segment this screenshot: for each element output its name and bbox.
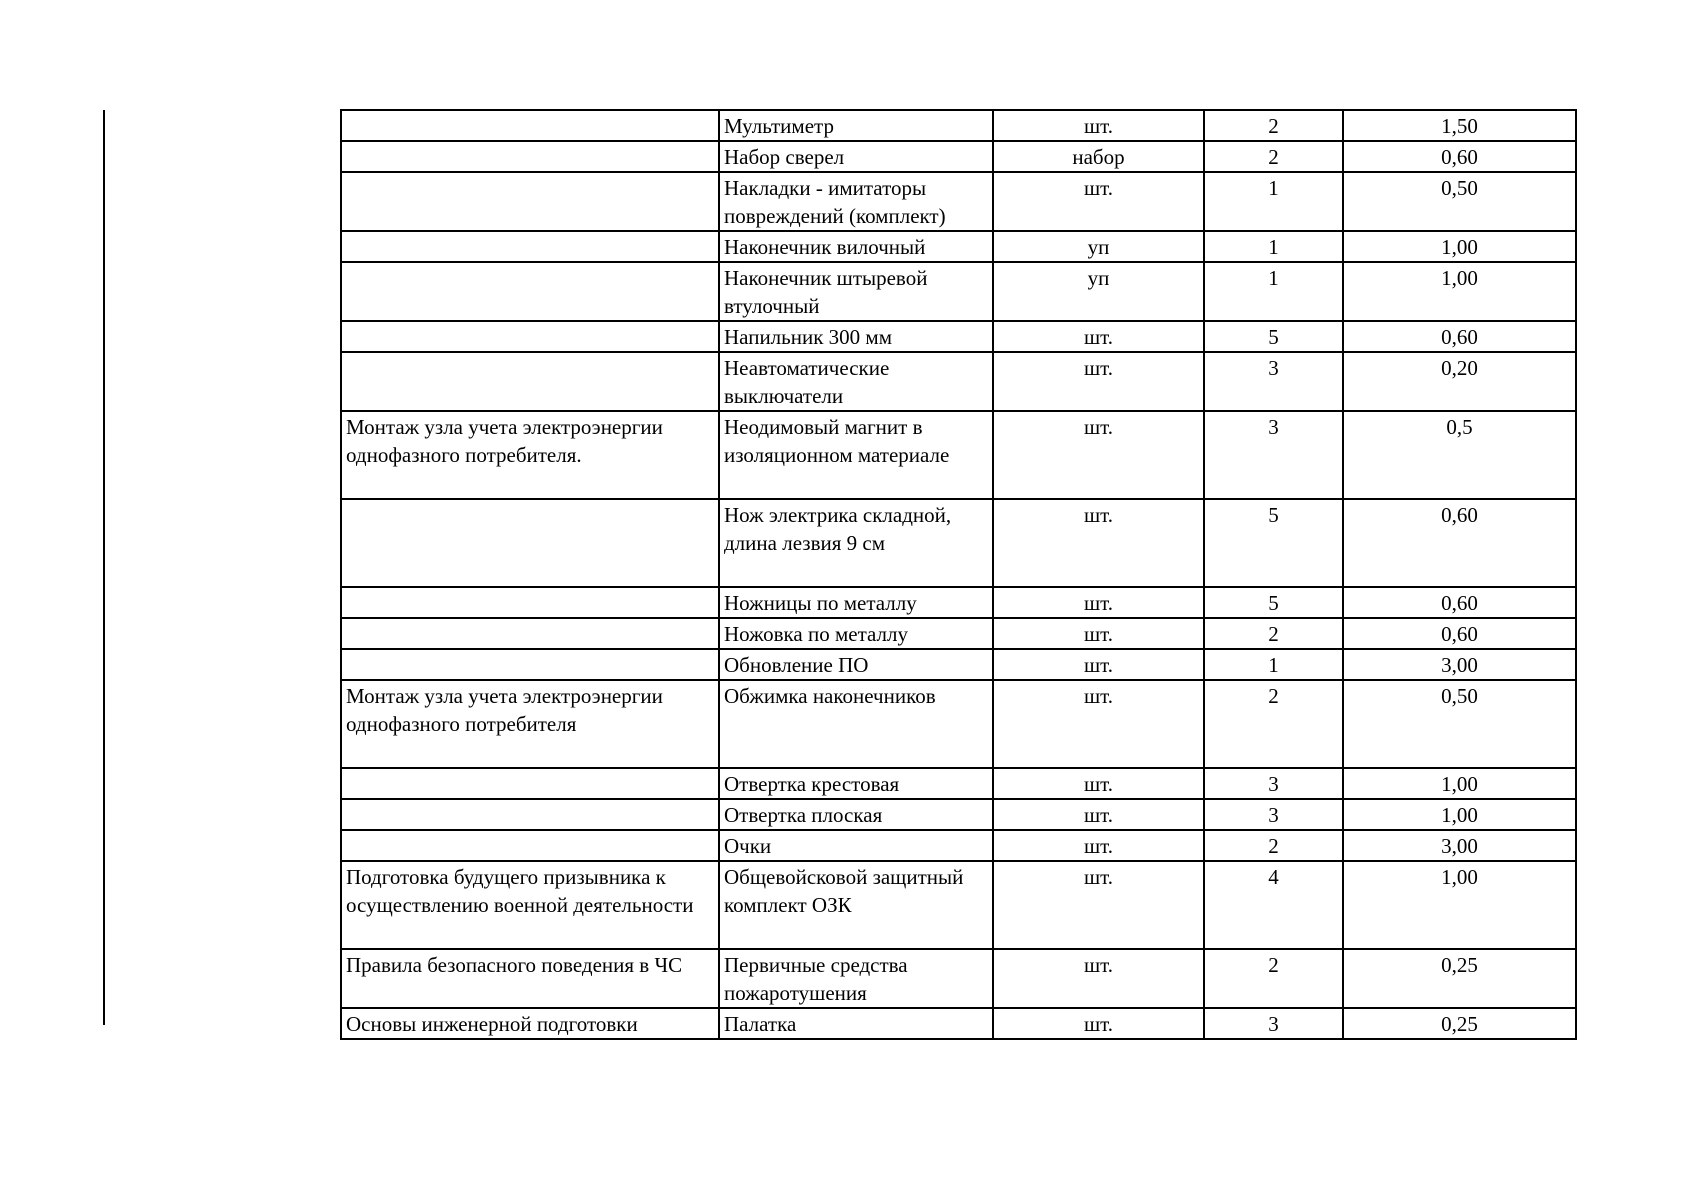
unit-cell: шт. xyxy=(993,352,1204,411)
activity-cell: Монтаж узла учета электроэнергии однофазного потребителя xyxy=(341,680,719,768)
unit-cell: уп xyxy=(993,262,1204,321)
item-name-cell: Очки xyxy=(719,830,993,861)
table-row xyxy=(341,649,1576,680)
item-name-cell: Неавтоматические выключатели xyxy=(719,352,993,411)
item-name-cell: Отвертка крестовая xyxy=(719,768,993,799)
activity-cell xyxy=(341,141,719,172)
unit-cell: шт. xyxy=(993,649,1204,680)
norm-cell: 1,00 xyxy=(1343,262,1576,321)
table-row xyxy=(341,499,1576,587)
item-name-cell: Общевойсковой защитный комплект ОЗК xyxy=(719,861,993,949)
unit-cell: шт. xyxy=(993,1008,1204,1039)
table-row xyxy=(341,768,1576,799)
unit-cell: шт. xyxy=(993,172,1204,231)
norm-cell: 0,50 xyxy=(1343,680,1576,768)
activity-cell xyxy=(341,587,719,618)
quantity-cell: 5 xyxy=(1204,499,1343,587)
quantity-cell: 3 xyxy=(1204,352,1343,411)
item-name-cell: Наконечник штыревой втулочный xyxy=(719,262,993,321)
quantity-cell: 1 xyxy=(1204,649,1343,680)
norm-cell: 0,60 xyxy=(1343,321,1576,352)
quantity-cell: 3 xyxy=(1204,411,1343,499)
table-row xyxy=(341,352,1576,411)
activity-cell xyxy=(341,110,719,141)
unit-cell: шт. xyxy=(993,799,1204,830)
item-name-cell: Отвертка плоская xyxy=(719,799,993,830)
quantity-cell: 2 xyxy=(1204,830,1343,861)
activity-cell xyxy=(341,352,719,411)
table-row xyxy=(341,1008,1576,1039)
item-name-cell: Мультиметр xyxy=(719,110,993,141)
equipment-table-body xyxy=(341,110,1576,1039)
quantity-cell: 1 xyxy=(1204,231,1343,262)
quantity-cell: 1 xyxy=(1204,172,1343,231)
activity-cell: Основы инженерной подготовки xyxy=(341,1008,719,1039)
norm-cell: 3,00 xyxy=(1343,649,1576,680)
item-name-cell: Ножовка по металлу xyxy=(719,618,993,649)
quantity-cell: 5 xyxy=(1204,321,1343,352)
equipment-table xyxy=(340,109,1577,1040)
table-row xyxy=(341,799,1576,830)
item-name-cell: Наконечник вилочный xyxy=(719,231,993,262)
table-row xyxy=(341,949,1576,1008)
item-name-cell: Палатка xyxy=(719,1008,993,1039)
norm-cell: 3,00 xyxy=(1343,830,1576,861)
norm-cell: 1,00 xyxy=(1343,231,1576,262)
table-row xyxy=(341,587,1576,618)
activity-cell xyxy=(341,231,719,262)
norm-cell: 0,50 xyxy=(1343,172,1576,231)
unit-cell: шт. xyxy=(993,830,1204,861)
unit-cell: шт. xyxy=(993,499,1204,587)
unit-cell: шт. xyxy=(993,321,1204,352)
norm-cell: 0,5 xyxy=(1343,411,1576,499)
norm-cell: 0,60 xyxy=(1343,141,1576,172)
table-row xyxy=(341,141,1576,172)
table-row xyxy=(341,262,1576,321)
unit-cell: шт. xyxy=(993,110,1204,141)
activity-cell xyxy=(341,321,719,352)
item-name-cell: Накладки - имитаторы повреждений (комплект) xyxy=(719,172,993,231)
unit-cell: шт. xyxy=(993,861,1204,949)
activity-cell xyxy=(341,799,719,830)
quantity-cell: 2 xyxy=(1204,110,1343,141)
activity-cell xyxy=(341,618,719,649)
unit-cell: шт. xyxy=(993,618,1204,649)
item-name-cell: Набор сверел xyxy=(719,141,993,172)
quantity-cell: 2 xyxy=(1204,141,1343,172)
table-row xyxy=(341,680,1576,768)
table-row xyxy=(341,172,1576,231)
activity-cell: Монтаж узла учета электроэнергии однофазного потребителя. xyxy=(341,411,719,499)
table-row xyxy=(341,830,1576,861)
table-row xyxy=(341,618,1576,649)
activity-cell: Подготовка будущего призывника к осуществлению военной деятельности xyxy=(341,861,719,949)
activity-cell xyxy=(341,172,719,231)
quantity-cell: 2 xyxy=(1204,618,1343,649)
norm-cell: 1,00 xyxy=(1343,799,1576,830)
quantity-cell: 3 xyxy=(1204,768,1343,799)
norm-cell: 0,60 xyxy=(1343,618,1576,649)
norm-cell: 1,50 xyxy=(1343,110,1576,141)
unit-cell: шт. xyxy=(993,587,1204,618)
unit-cell: шт. xyxy=(993,680,1204,768)
norm-cell: 1,00 xyxy=(1343,768,1576,799)
quantity-cell: 3 xyxy=(1204,799,1343,830)
item-name-cell: Первичные средства пожаротушения xyxy=(719,949,993,1008)
table-row xyxy=(341,861,1576,949)
page-margin-line xyxy=(103,110,105,1025)
quantity-cell: 1 xyxy=(1204,262,1343,321)
table-row xyxy=(341,411,1576,499)
norm-cell: 0,60 xyxy=(1343,499,1576,587)
activity-cell xyxy=(341,499,719,587)
norm-cell: 0,25 xyxy=(1343,1008,1576,1039)
table-row xyxy=(341,110,1576,141)
norm-cell: 0,20 xyxy=(1343,352,1576,411)
unit-cell: уп xyxy=(993,231,1204,262)
norm-cell: 1,00 xyxy=(1343,861,1576,949)
norm-cell: 0,60 xyxy=(1343,587,1576,618)
item-name-cell: Обжимка наконечников xyxy=(719,680,993,768)
unit-cell: шт. xyxy=(993,411,1204,499)
unit-cell: шт. xyxy=(993,768,1204,799)
item-name-cell: Нож электрика складной, длина лезвия 9 см xyxy=(719,499,993,587)
activity-cell xyxy=(341,768,719,799)
activity-cell: Правила безопасного поведения в ЧС xyxy=(341,949,719,1008)
quantity-cell: 5 xyxy=(1204,587,1343,618)
quantity-cell: 3 xyxy=(1204,1008,1343,1039)
activity-cell xyxy=(341,830,719,861)
item-name-cell: Неодимовый магнит в изоляционном материале xyxy=(719,411,993,499)
quantity-cell: 2 xyxy=(1204,949,1343,1008)
item-name-cell: Ножницы по металлу xyxy=(719,587,993,618)
table-row xyxy=(341,321,1576,352)
activity-cell xyxy=(341,262,719,321)
quantity-cell: 4 xyxy=(1204,861,1343,949)
norm-cell: 0,25 xyxy=(1343,949,1576,1008)
table-row xyxy=(341,231,1576,262)
item-name-cell: Обновление ПО xyxy=(719,649,993,680)
quantity-cell: 2 xyxy=(1204,680,1343,768)
unit-cell: набор xyxy=(993,141,1204,172)
item-name-cell: Напильник 300 мм xyxy=(719,321,993,352)
unit-cell: шт. xyxy=(993,949,1204,1008)
activity-cell xyxy=(341,649,719,680)
